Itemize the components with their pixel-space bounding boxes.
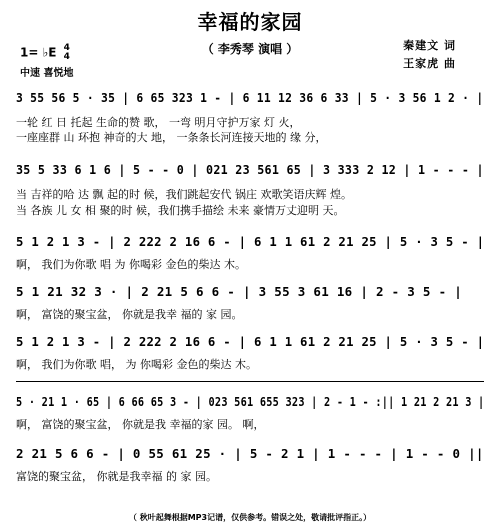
composer-credit: 王家虎 曲 (403, 57, 456, 70)
page-title: 幸福的家园 (197, 10, 303, 34)
time-signature-top: 4 (63, 43, 70, 53)
time-signature-bottom: 4 (63, 52, 70, 62)
lyric-line: 啊， 我们为你歌 唱， 为 你喝彩 金色的柴达 木。 (16, 358, 257, 371)
lyric-line: 一座座群 山 环抱 神奇的大 地， 一条条长河连接天地的 缘 分， (16, 131, 327, 144)
lyric-line: 啊， 富饶的聚宝盆， 你就是我 幸福的家 园。 啊， (16, 418, 265, 431)
notation-line: 5 · 21 1 · 65 | 6 66 65 3 - | 023 561 655 323 | 2 - 1 - :|| 1 21 2 21 3 | (16, 394, 485, 409)
notation-line: 5 1 21 32 3 · | 2 21 5 6 6 - | 3 55 3 61 16 | 2 - 3 5 - | (16, 284, 463, 299)
notation-line: 5 1 2 1 3 - | 2 222 2 16 6 - | 6 1 1 61 2 21 25 | 5 · 3 5 - | (16, 334, 485, 349)
lyric-line: 一轮 红 日 托起 生命的赞 歌， 一弯 明月守护万家 灯 火， (16, 116, 301, 129)
notation-line: 35 5 33 6 1 6 | 5 - - 0 | 021 23 561 65 | 3 333 2 12 | 1 - - - | (16, 162, 484, 177)
tempo-marking: 中速 喜悦地 (20, 68, 74, 79)
notation-line: 5 1 2 1 3 - | 2 222 2 16 6 - | 6 1 1 61 2 21 25 | 5 · 3 5 - | (16, 234, 485, 249)
lyric-line: 当 吉祥的哈 达 飘 起的时 候，我们跳起安代 锅庄 欢歌笑语庆辉 煌。 (16, 188, 352, 201)
lyric-line: 富饶的聚宝盆， 你就是我幸福 的 家 园。 (16, 470, 217, 483)
time-signature (64, 44, 70, 62)
lyric-line: 啊， 我们为你歌 唱 为 你喝彩 金色的柴达 木。 (16, 258, 246, 271)
lyricist-credit: 秦建文 词 (403, 39, 456, 52)
notation-line: 2 21 5 6 6 - | 0 55 61 25 · | 5 - 2 1 | 1 - - - | 1 - - 0 || (16, 446, 484, 461)
transcriber-note: （ 秋叶起舞根据MP3记谱，仅供参考。错误之处，敬请批评指正。） (128, 513, 372, 522)
notation-line: 3 55 56 5 · 35 | 6 65 323 1 - | 6 11 12 36 6 33 | 5 · 3 56 1 2 · | (16, 90, 484, 105)
singer-credit: （ 李秀琴 演唱 ） (201, 42, 299, 56)
lyric-line: 啊， 富饶的聚宝盆， 你就是我幸 福的 家 园。 (16, 308, 243, 321)
key-signature (20, 44, 70, 62)
volta-bracket (16, 381, 484, 382)
key-label: 1= ♭E (20, 45, 57, 60)
lyric-line: 当 各族 儿 女 相 聚的时 候，我们携手描绘 未来 豪情万丈迎明 天。 (16, 204, 345, 217)
